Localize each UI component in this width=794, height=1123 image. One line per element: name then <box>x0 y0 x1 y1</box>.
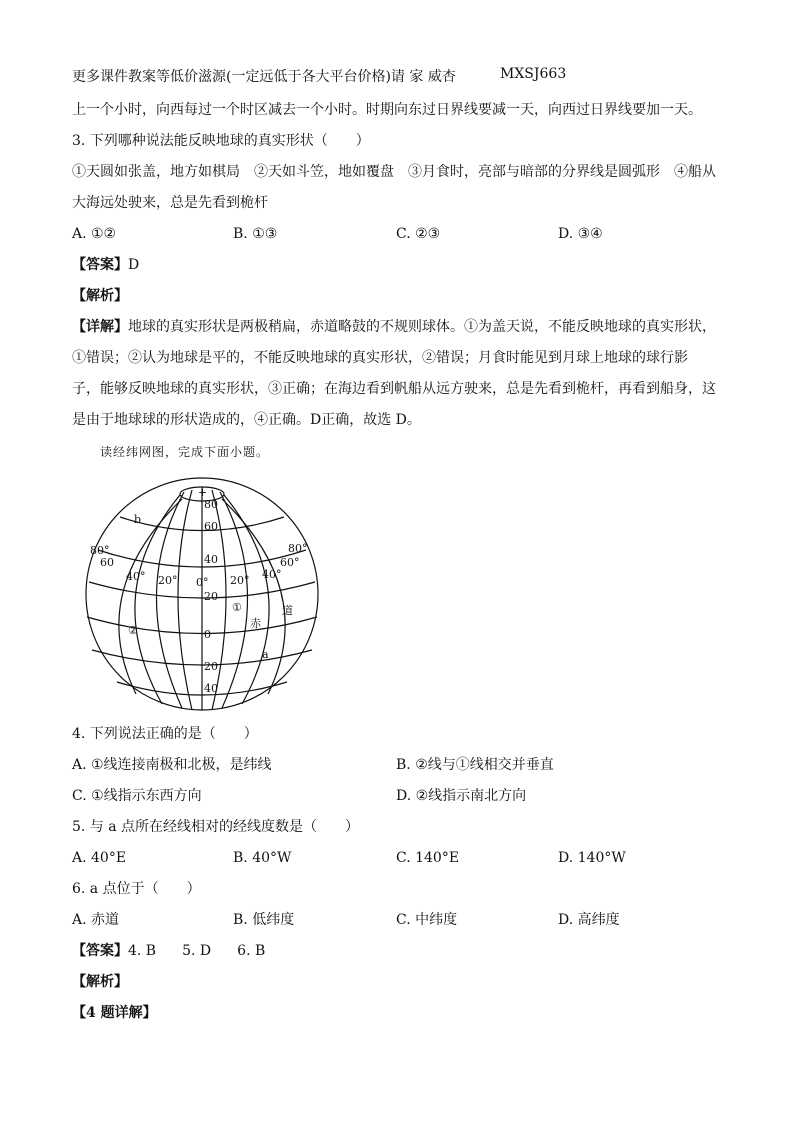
lon-label-20e: 20° <box>230 574 250 587</box>
q3-option-a: A. ①② <box>72 226 117 242</box>
q4-option-b: B. ②线与①线相交并垂直 <box>396 757 554 773</box>
lon-label-0: 0° <box>196 576 209 589</box>
lat-label-20n: 20 <box>204 590 218 603</box>
lat-label-40n: 40 <box>204 553 218 566</box>
lon-label-40e: 40° <box>262 568 282 581</box>
north-pole-mark: + <box>198 486 208 499</box>
detail-text: 地球的真实形状是两极稍扁，赤道略鼓的不规则球体。①为盖天说，不能反映地球的真实形状， <box>128 319 716 335</box>
meridian-20w <box>178 490 192 710</box>
answer-4: 4. B <box>128 943 157 959</box>
globe-figure <box>72 472 332 712</box>
answer-5: 5. D <box>182 943 212 959</box>
line-2-label: ② <box>128 624 138 637</box>
lon-label-60e: 60° <box>280 556 300 569</box>
equator-label-2: 道 <box>282 604 293 617</box>
lat-label-0: 0 <box>204 628 211 641</box>
point-b-label: b <box>134 513 142 526</box>
q6-option-b: B. 低纬度 <box>233 912 295 928</box>
answers-analysis-label: 【解析】 <box>72 974 128 990</box>
q5-option-a: A. 40°E <box>72 850 127 866</box>
answers-label: 【答案】 <box>72 943 128 959</box>
answer-value: D <box>128 257 140 273</box>
q3-statements-line2: 大海远处驶来，总是先看到桅杆 <box>72 195 268 211</box>
q3-detail-line3: 子，能够反映地球的真实形状，③正确；在海边看到帆船从远方驶来，总是先看到桅杆，再看到船身，这 <box>72 381 716 397</box>
promo-text: 更多课件教案等低价滋源(一定远低于各大平台价格)请 家 威杏 <box>72 69 456 85</box>
answer-6: 6. B <box>237 943 266 959</box>
q3-detail-line2: ①错误；②认为地球是平的，不能反映地球的真实形状，②错误；月食时能见到月球上地球的球行影 <box>72 350 688 366</box>
previous-answer-tail: 上一个小时，向西每过一个时区减去一个小时。时期向东过日界线要减一天，向西过日界线要加一天。 <box>72 102 702 118</box>
q3-option-b: B. ①③ <box>233 226 278 242</box>
detail-label: 【详解】 <box>72 319 128 335</box>
q3-stem: 3. 下列哪种说法能反映地球的真实形状（ ） <box>72 133 370 149</box>
answer-label: 【答案】 <box>72 257 128 273</box>
q4-option-d: D. ②线指示南北方向 <box>396 788 527 804</box>
q4-option-c: C. ①线指示东西方向 <box>72 788 202 804</box>
lat-label-20s: 20 <box>204 660 218 673</box>
equator-label-1: 赤 <box>250 617 261 630</box>
lon-label-80w: 80° <box>90 544 110 557</box>
q6-option-a: A. 赤道 <box>72 912 120 928</box>
q4-stem: 4. 下列说法正确的是（ ） <box>72 726 258 742</box>
lat-label-80n: 80 <box>204 498 218 511</box>
q4-option-a: A. ①线连接南极和北极，是纬线 <box>72 757 272 773</box>
lon-label-80e: 80° <box>288 542 308 555</box>
q6-stem: 6. a 点位于（ ） <box>72 881 201 897</box>
figure-intro: 读经纬网图，完成下面小题。 <box>100 445 270 459</box>
lat-label-40s: 40 <box>204 682 218 695</box>
detail-4-label: 【4 题详解】 <box>72 1005 157 1021</box>
meridian-40e <box>220 492 248 708</box>
q3-statements-line1: ①天圆如张盖，地方如棋局 ②天如斗笠，地如覆盘 ③月食时，亮部与暗部的分界线是圆弧形 ④船从 <box>72 164 716 180</box>
point-a-label: a <box>262 648 269 661</box>
answers-line <box>72 942 732 960</box>
q6-option-c: C. 中纬度 <box>396 912 458 928</box>
lon-label-60w: 60 <box>100 556 114 569</box>
q3-detail-line1 <box>72 318 732 336</box>
lon-label-20w: 20° <box>158 574 178 587</box>
q6-option-d: D. 高纬度 <box>558 912 620 928</box>
q5-option-c: C. 140°E <box>396 850 460 866</box>
q3-answer <box>72 256 732 274</box>
q3-detail-line4: 是由于地球球的形状造成的，④正确。D正确，故选 D。 <box>72 412 421 428</box>
q5-stem: 5. 与 a 点所在经线相对的经线度数是（ ） <box>72 819 360 835</box>
q3-analysis-label: 【解析】 <box>72 288 128 304</box>
promo-code: MXSJ663 <box>500 66 567 82</box>
q3-option-c: C. ②③ <box>396 226 441 242</box>
q5-option-d: D. 140°W <box>558 850 626 866</box>
q3-option-d: D. ③④ <box>558 226 603 242</box>
lat-label-60n: 60 <box>204 520 218 533</box>
lon-label-40w: 40° <box>126 570 146 583</box>
meridian-40w <box>156 492 184 708</box>
q5-option-b: B. 40°W <box>233 850 292 866</box>
line-1-label: ① <box>232 601 242 614</box>
